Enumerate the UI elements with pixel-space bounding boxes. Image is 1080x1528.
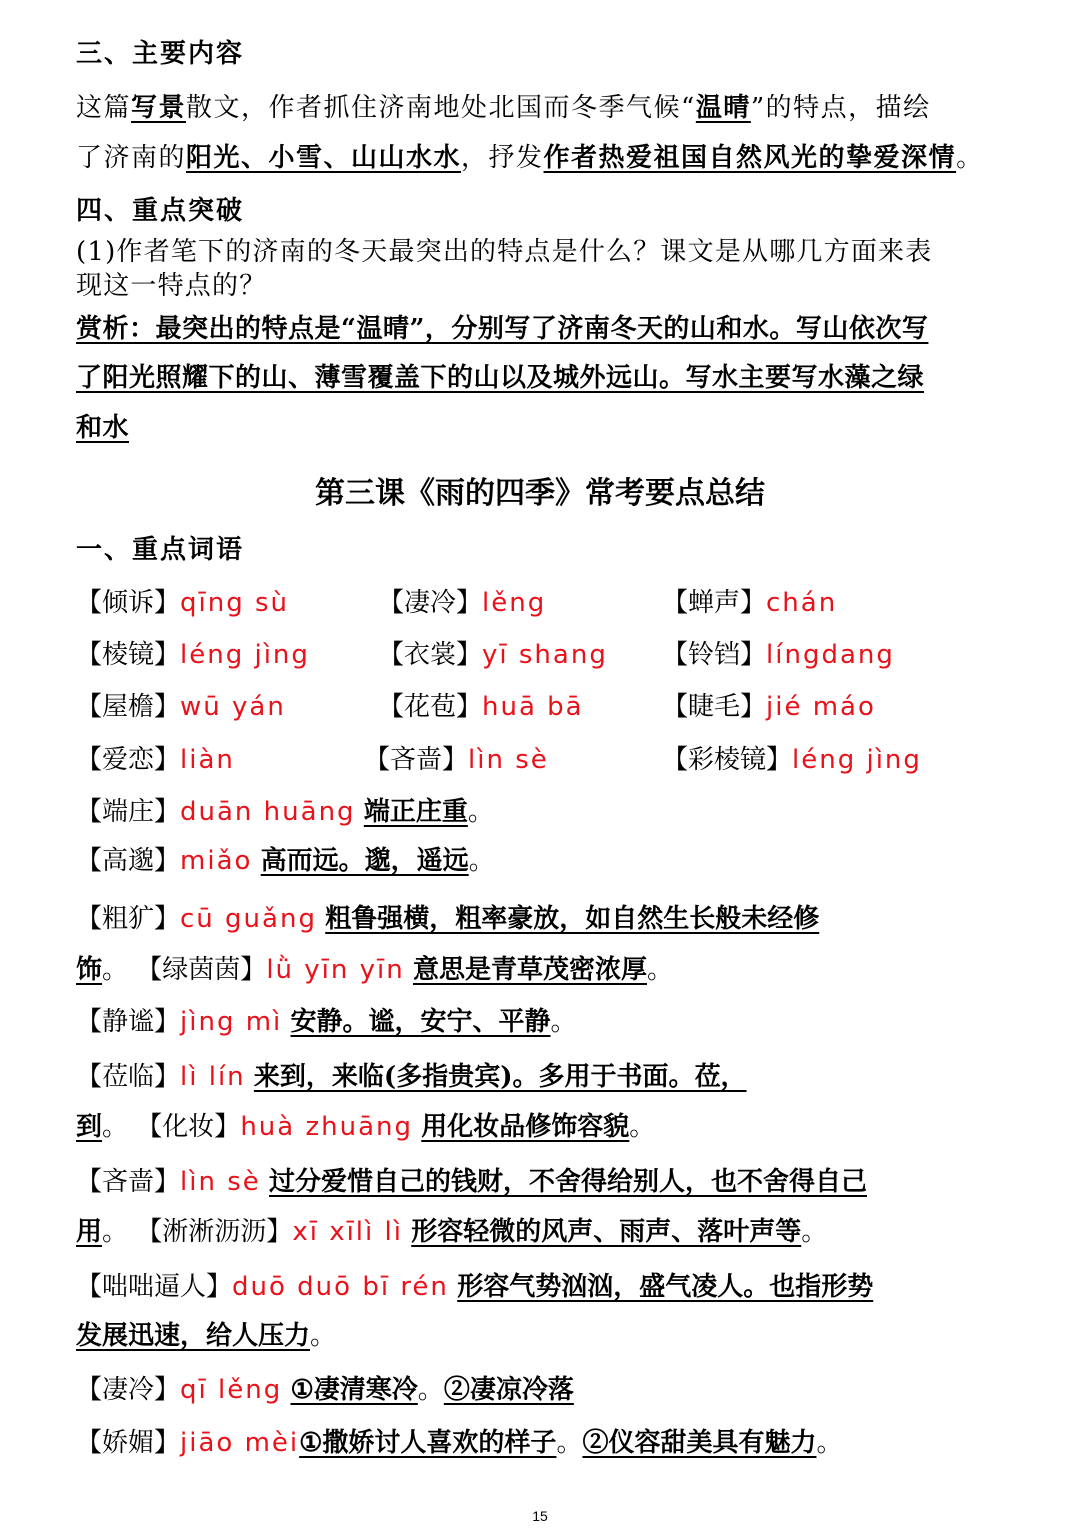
vocab-word: 【咄咄逼人】 [76,1272,233,1302]
vocab-definition: ①凄清寒冷 [290,1375,418,1405]
keyword: 作者热爱祖国自然风光的挚爱深情 [543,143,957,173]
text: 散文，作者抓住济南地处北国而冬季气候“ [186,93,696,123]
vocab-word: 【铃铛】 [662,640,767,670]
vocab-item [378,587,546,619]
vocab-item [662,587,837,619]
text: 。 [629,1112,656,1142]
entry-cuguang-cont-lvyinyin [76,954,1020,986]
question-line-1: (1)作者笔下的济南的冬天最突出的特点是什么？课文是从哪几方面来表 [76,237,933,267]
vocab-word: 【绿茵茵】 [136,955,267,985]
vocab-word: 【花苞】 [378,692,483,722]
vocab-pinyin: xī xīlì lì [292,1217,403,1247]
vocab-definition: 过分爱惜自己的钱财，不舍得给别人，也不舍得自己 [269,1167,868,1197]
vocab-word: 【淅淅沥沥】 [136,1217,293,1247]
vocab-pinyin: duān huāng [180,797,356,827]
vocab-pinyin: duō duō bī rén [232,1272,449,1302]
text: 。 [310,1321,337,1351]
lesson-title: 第三课《雨的四季》常考要点总结 [315,476,765,511]
vocab-definition: 形容气势汹汹，盛气凌人。也指形势 [457,1272,874,1302]
section-heading-key-points: 四、重点突破 [76,196,245,226]
entry-lilin-cont-huazhuang [76,1111,1020,1143]
entry-qileng [76,1374,1020,1406]
text: 。 [102,955,129,985]
vocab-definition: ①撒娇讨人喜欢的样子 [299,1428,557,1458]
text: 了济南的 [76,143,187,173]
vocab-word: 【高邈】 [76,846,181,876]
vocab-pinyin: lì lín [180,1062,246,1092]
vocab-pinyin: yī shang [482,640,608,670]
text: 。 [102,1112,129,1142]
vocab-pinyin: liàn [180,745,235,775]
main-content-line-2 [76,142,1020,174]
text: 这篇 [76,93,132,123]
vocab-word: 【吝啬】 [364,745,469,775]
vocab-definition: 来到，来临(多指贵宾)。多用于书面。莅， [253,1062,747,1092]
vocab-pinyin: léng jìng [792,745,922,775]
vocab-word: 【凄冷】 [378,588,483,618]
vocab-word: 【蝉声】 [662,588,767,618]
entry-lilin [76,1061,1020,1093]
entry-cuguang [76,903,1020,935]
vocab-definition: ②仪容甜美具有魅力 [582,1428,817,1458]
vocab-pinyin: jié máo [766,692,876,722]
text: ”的特点，描绘 [750,93,931,123]
answer-line-2: 了阳光照耀下的山、薄雪覆盖下的山以及城外远山。写水主要写水藻之绿 [76,363,925,393]
vocab-pinyin: wū yán [180,692,286,722]
main-content-line-1 [76,92,1020,124]
vocab-definition: 到 [76,1112,103,1142]
vocab-word: 【爱恋】 [76,745,181,775]
vocab-definition: 意思是青草茂密浓厚 [413,955,648,985]
vocab-pinyin: huā bā [482,692,584,722]
vocab-definition: ②凄凉冷落 [443,1375,574,1405]
vocab-item [76,691,286,723]
vocab-word: 【凄冷】 [76,1375,181,1405]
keyword: 温晴 [695,93,751,123]
entry-duoduo [76,1271,1020,1303]
vocab-word: 【棱镜】 [76,640,181,670]
text: 。 [417,1375,444,1405]
vocab-item [76,587,289,619]
vocab-pinyin: jiāo mèi [180,1428,300,1458]
keyword: 阳光、小雪、山山水水 [186,143,462,173]
section-heading-vocabulary: 一、重点词语 [76,535,245,565]
text: 。 [647,955,674,985]
vocab-definition: 粗鲁强横，粗率豪放，如自然生长般未经修 [325,904,820,934]
vocab-word: 【屋檐】 [76,692,181,722]
vocab-pinyin: cū guǎng [180,904,317,934]
vocab-pinyin: lìn sè [468,745,549,775]
vocab-word: 【端庄】 [76,797,181,827]
vocab-word: 【彩棱镜】 [662,745,793,775]
text: 。 [468,846,495,876]
vocab-pinyin: huà zhuāng [240,1112,413,1142]
keyword: 写景 [131,93,187,123]
vocab-item [378,691,584,723]
vocab-word: 【衣裳】 [378,640,483,670]
vocab-pinyin: língdang [766,640,895,670]
vocab-word: 【吝啬】 [76,1167,181,1197]
question-line-2: 现这一特点的？ [76,271,267,301]
vocab-item [378,639,608,671]
vocab-word: 【睫毛】 [662,692,767,722]
text: ，抒发 [461,143,544,173]
vocab-definition: 安静。谧，安宁、平静 [290,1007,551,1037]
entry-jingmi [76,1006,1020,1038]
vocab-pinyin: lìn sè [180,1167,261,1197]
vocab-word: 【倾诉】 [76,588,181,618]
answer-line-1: 赏析：最突出的特点是“温晴”，分别写了济南冬天的山和水。写山依次写 [76,314,929,344]
vocab-pinyin: jìng mì [180,1007,283,1037]
answer-line-3: 和水 [76,413,130,443]
vocab-word: 【粗犷】 [76,904,181,934]
vocab-item [662,639,895,671]
section-heading-main-content: 三、主要内容 [76,39,245,69]
entry-linse [76,1166,1020,1198]
text: 。 [556,1428,583,1458]
vocab-pinyin: miǎo [180,846,253,876]
vocab-pinyin: lǜ yīn yīn [266,955,405,985]
vocab-item [662,691,876,723]
vocab-definition: 用 [76,1217,103,1247]
vocab-definition: 发展迅速，给人压力 [76,1321,311,1351]
entry-duoduo-cont [76,1320,1020,1352]
entry-duanzhuang [76,796,1020,828]
vocab-definition: 形容轻微的风声、雨声、落叶声等 [411,1217,802,1247]
vocab-item [662,744,922,776]
text: 。 [801,1217,828,1247]
vocab-word: 【静谧】 [76,1007,181,1037]
vocab-item [364,744,549,776]
page-number: 15 [532,1508,548,1524]
vocab-word: 【化妆】 [136,1112,241,1142]
vocab-definition: 高而远。邈，遥远 [260,846,469,876]
vocab-word: 【莅临】 [76,1062,181,1092]
vocab-pinyin: qīng sù [180,588,290,618]
entry-jiaomei [76,1427,1020,1459]
text: 。 [816,1428,843,1458]
entry-gaomiao [76,845,1020,877]
vocab-pinyin: qī lěng [180,1375,283,1405]
text: 。 [956,143,984,173]
entry-linse-cont-xixi [76,1216,1020,1248]
vocab-word: 【娇媚】 [76,1428,181,1458]
vocab-pinyin: chán [766,588,838,618]
vocab-item [76,639,310,671]
text: 。 [102,1217,129,1247]
vocab-item [76,744,235,776]
text: 。 [467,797,494,827]
vocab-definition: 用化妆品修饰容貌 [421,1112,630,1142]
vocab-definition: 饰 [76,955,103,985]
vocab-pinyin: lěng [482,588,547,618]
vocab-definition: 端正庄重 [363,797,468,827]
vocab-pinyin: léng jìng [180,640,310,670]
text: 。 [550,1007,577,1037]
